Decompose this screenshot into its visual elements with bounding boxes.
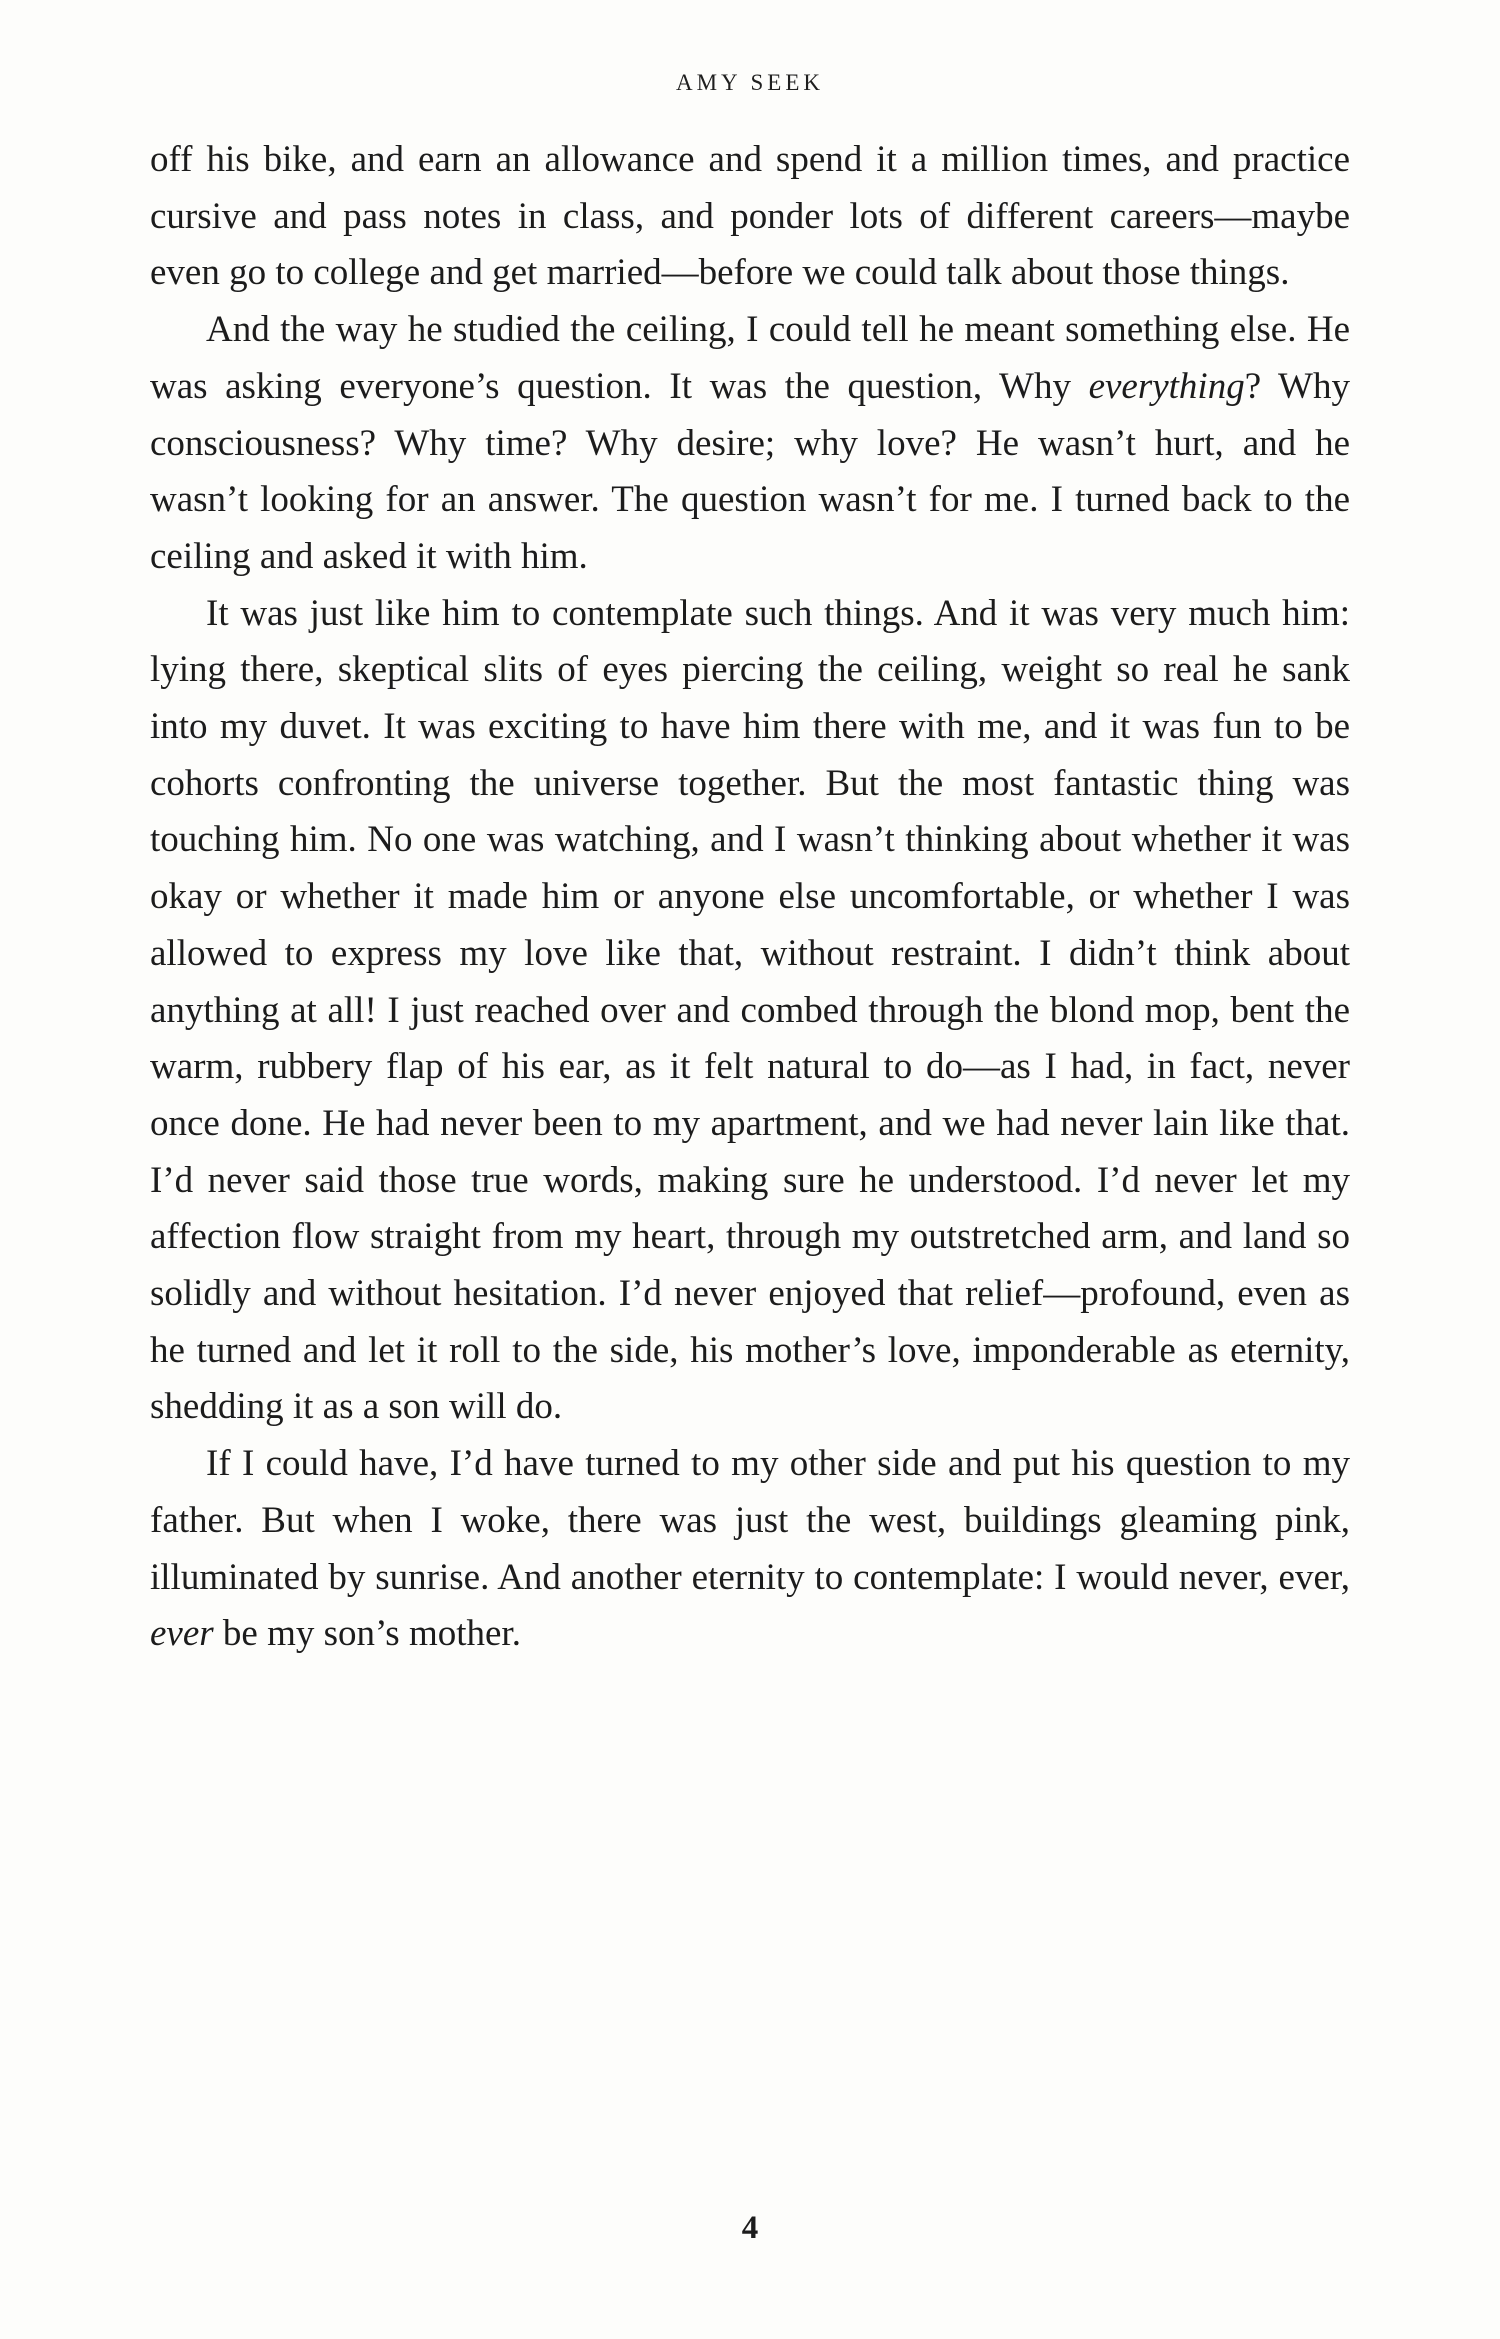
- paragraph-1: [150, 132, 1350, 302]
- paragraph-2: [150, 302, 1350, 586]
- paragraph-4: [150, 1436, 1350, 1663]
- paragraph-2-italic: everything: [1088, 365, 1245, 407]
- page-number: 4: [741, 2210, 759, 2246]
- paragraph-3: [150, 586, 1350, 1437]
- paragraph-2-text-start: And the way he studied the ceiling, I could tell he meant something else. He was asking everyone’s question. It was the question, Why: [150, 309, 1350, 407]
- paragraph-2-text-end: ? Why consciousness? Why time? Why desire; why love? He wasn’t hurt, and he wasn’t looking for an answer. The question wasn’t for me. I turned back to the ceiling and asked it with him.: [150, 365, 1350, 577]
- paragraph-3-text: It was just like him to contemplate such things. And it was very much him: lying there, skeptical slits of eyes piercing the ceiling, weight so real he sank into my duvet. It was exciting to have him there with me, and it was fun to be cohorts confronting the universe together. But the most fantastic thing was touching him. No one was watching, and I wasn’t thinking about whether it was okay or whether it made him or anyone else uncomfortable, or whether I was allowed to express my love like that, without restraint. I didn’t think about anything at all! I just reached over and combed through the blond mop, bent the warm, rubbery flap of his ear, as it felt natural to do—as I had, in fact, never once done. He had never been to my apartment, and we had never lain like that. I’d never said those true words, making sure he understood. I’d never let my affection flow straight from my heart, through my outstretched arm, and land so solidly and without hesitation. I’d never enjoyed that relief—profound, even as he turned and let it roll to the side, his mother’s love, imponderable as eternity, shedding it as a son will do.: [150, 592, 1350, 1428]
- running-head: AMY SEEK: [675, 70, 825, 95]
- paragraph-4-text-end: be my son’s mother.: [213, 1613, 521, 1655]
- paragraph-4-italic: ever: [150, 1613, 214, 1655]
- paragraph-4-text-start: If I could have, I’d have turned to my other side and put his question to my father. But when I woke, there was just the west, buildings gleaming pink, illuminated by sunrise. And another eternity to contemplate: I would never, ever,: [150, 1443, 1350, 1598]
- paragraph-1-text: off his bike, and earn an allowance and spend it a million times, and practice cursive and pass notes in class, and ponder lots of different careers—maybe even go to college and get married—before we could talk about those things.: [150, 139, 1350, 294]
- body-text: [150, 132, 1350, 1663]
